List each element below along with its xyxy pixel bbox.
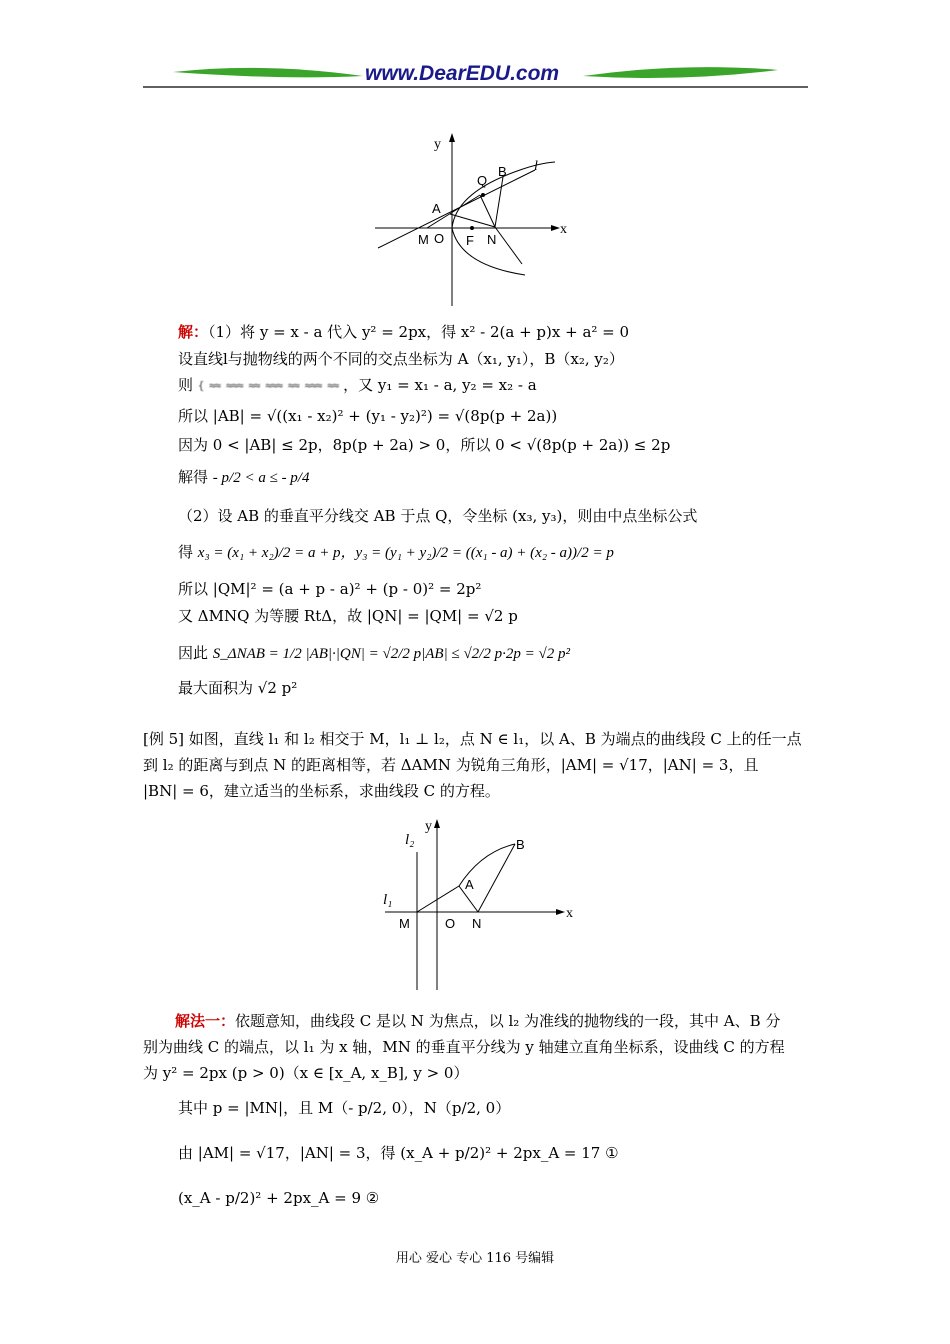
solution1-then-label: 则 — [178, 376, 194, 394]
fig1-label-x: x — [560, 222, 567, 237]
solution1-line2: 设直线l与抛物线的两个不同的交点坐标为 A（x₁, y₁），B（x₂, y₂） — [178, 350, 624, 368]
solution1-get-label: 得 — [178, 543, 194, 561]
solution1-line10: 又 ΔMNQ 为等腰 RtΔ，故 |QN| = |QM| = √2 p — [178, 607, 518, 625]
solution1-inequality: - p/2 < a ≤ - p/4 — [212, 470, 310, 486]
solution1-line1 — [178, 321, 629, 343]
fig1-label-M: M — [418, 232, 429, 247]
fig2-label-B: B — [516, 837, 525, 852]
solution2-line5: 由 |AM| = √17，|AN| = 3，得 (x_A + p/2)² + 2px_A = 17 ① — [178, 1144, 619, 1162]
page-footer: 用心 爱心 专心 116 号编辑 — [395, 1251, 555, 1266]
solution1-solve-label: 解得 — [178, 468, 209, 486]
solution2-heading: 解法一： — [175, 1012, 236, 1030]
solution2-text-1: 依题意知，曲线段 C 是以 N 为焦点，以 l₂ 为准线的抛物线的一段，其中 A、B 分 — [235, 1012, 781, 1030]
fig2-label-O: O — [445, 916, 456, 931]
solution1-line3 — [178, 374, 537, 396]
figure-1-parabola-diagram — [370, 130, 580, 310]
solution2-line1 — [143, 1008, 811, 1034]
fig2-label-y: y — [425, 819, 432, 834]
fig2-label-l2: l₂ — [405, 832, 415, 848]
fig2-label-M: M — [399, 916, 410, 931]
solution1-text-1: （1）将 y = x - a 代入 y² = 2px，得 x² - 2(a + p)x + a² = 0 — [208, 323, 630, 341]
solution1-line8 — [178, 541, 614, 564]
solution1-area-formula: S_ΔNAB = 1/2 |AB|·|QN| = √2/2 p|AB| ≤ √2/2 p·2p = √2 p² — [212, 646, 570, 662]
solution1-therefore-label: 因此 — [178, 644, 209, 662]
solution1-line11 — [178, 642, 570, 665]
fig2-label-x: x — [566, 906, 573, 921]
solution1-line4: 所以 |AB| = √((x₁ - x₂)² + (y₁ - y₂)²) = √(8p(p + 2a)) — [178, 407, 558, 425]
fig1-label-B: B — [498, 164, 507, 179]
solution1-line5: 因为 0 < |AB| ≤ 2p，8p(p + 2a) > 0，所以 0 < √(8p(p + 2a)) ≤ 2p — [178, 436, 671, 454]
fig1-label-O: O — [434, 231, 445, 246]
solution2-line2: 别为曲线 C 的端点，以 l₁ 为 x 轴，MN 的垂直平分线为 y 轴建立直角坐标系，设曲线 C 的方程 — [143, 1038, 785, 1056]
solution2-line4: 其中 p = |MN|，且 M（- p/2, 0），N（p/2, 0） — [178, 1099, 511, 1117]
solution1-line9: 所以 |QM|² = (a + p - a)² + (p - 0)² = 2p² — [178, 580, 482, 598]
solution1-line6 — [178, 466, 309, 489]
example5-text-line2: 到 l₂ 的距离与到点 N 的距离相等，若 ΔAMN 为锐角三角形，|AM| = √17，|AN| = 3，且 — [143, 756, 759, 774]
solution1-text-3: ，又 y₁ = x₁ - a, y₂ = x₂ - a — [343, 376, 537, 394]
fig1-label-A: A — [432, 201, 441, 216]
solution2-line3: 为 y² = 2px (p > 0)（x ∈ [x_A, x_B], y > 0） — [143, 1064, 469, 1082]
fig1-label-F: F — [466, 233, 474, 248]
fig1-label-l: l — [534, 159, 538, 174]
header-banner — [143, 60, 808, 90]
example5-text-line1: [例 5] 如图，直线 l₁ 和 l₂ 相交于 M，l₁ ⊥ l₂，点 N ∈ l₁，以 A、B 为端点的曲线段 C 上的任一点 — [143, 730, 802, 748]
header-site-title: www.DearEDU.com — [365, 62, 560, 85]
fig1-label-N: N — [487, 232, 497, 247]
fig1-label-Q: Q — [477, 173, 488, 188]
solution1-midpoint: x₃ = (x₁ + x₂)/2 = a + p，y₃ = (y₁ + y₂)/2 = ((x₁ - a) + (x₂ - a))/2 = p — [197, 545, 614, 561]
fig2-label-l1: l₁ — [383, 892, 393, 908]
solution1-line12: 最大面积为 √2 p² — [178, 679, 298, 697]
example5-text-line3: |BN| = 6，建立适当的坐标系，求曲线段 C 的方程。 — [143, 782, 500, 800]
figure-2-curve-diagram — [375, 812, 585, 992]
blurred-equation-system: { ≈≈ ≈≈≈ ≈≈ ≈≈≈ ≈≈ ≈≈≈ ≈≈ — [197, 379, 339, 392]
fig1-label-y: y — [434, 137, 441, 152]
solution1-heading: 解： — [178, 323, 209, 341]
fig2-label-A: A — [465, 877, 474, 892]
solution1-line7: （2）设 AB 的垂直平分线交 AB 于点 Q，令坐标 (x₃, y₃)，则由中点坐标公式 — [178, 507, 698, 525]
solution2-line6: (x_A - p/2)² + 2px_A = 9 ② — [178, 1189, 380, 1207]
fig2-label-N: N — [472, 916, 482, 931]
